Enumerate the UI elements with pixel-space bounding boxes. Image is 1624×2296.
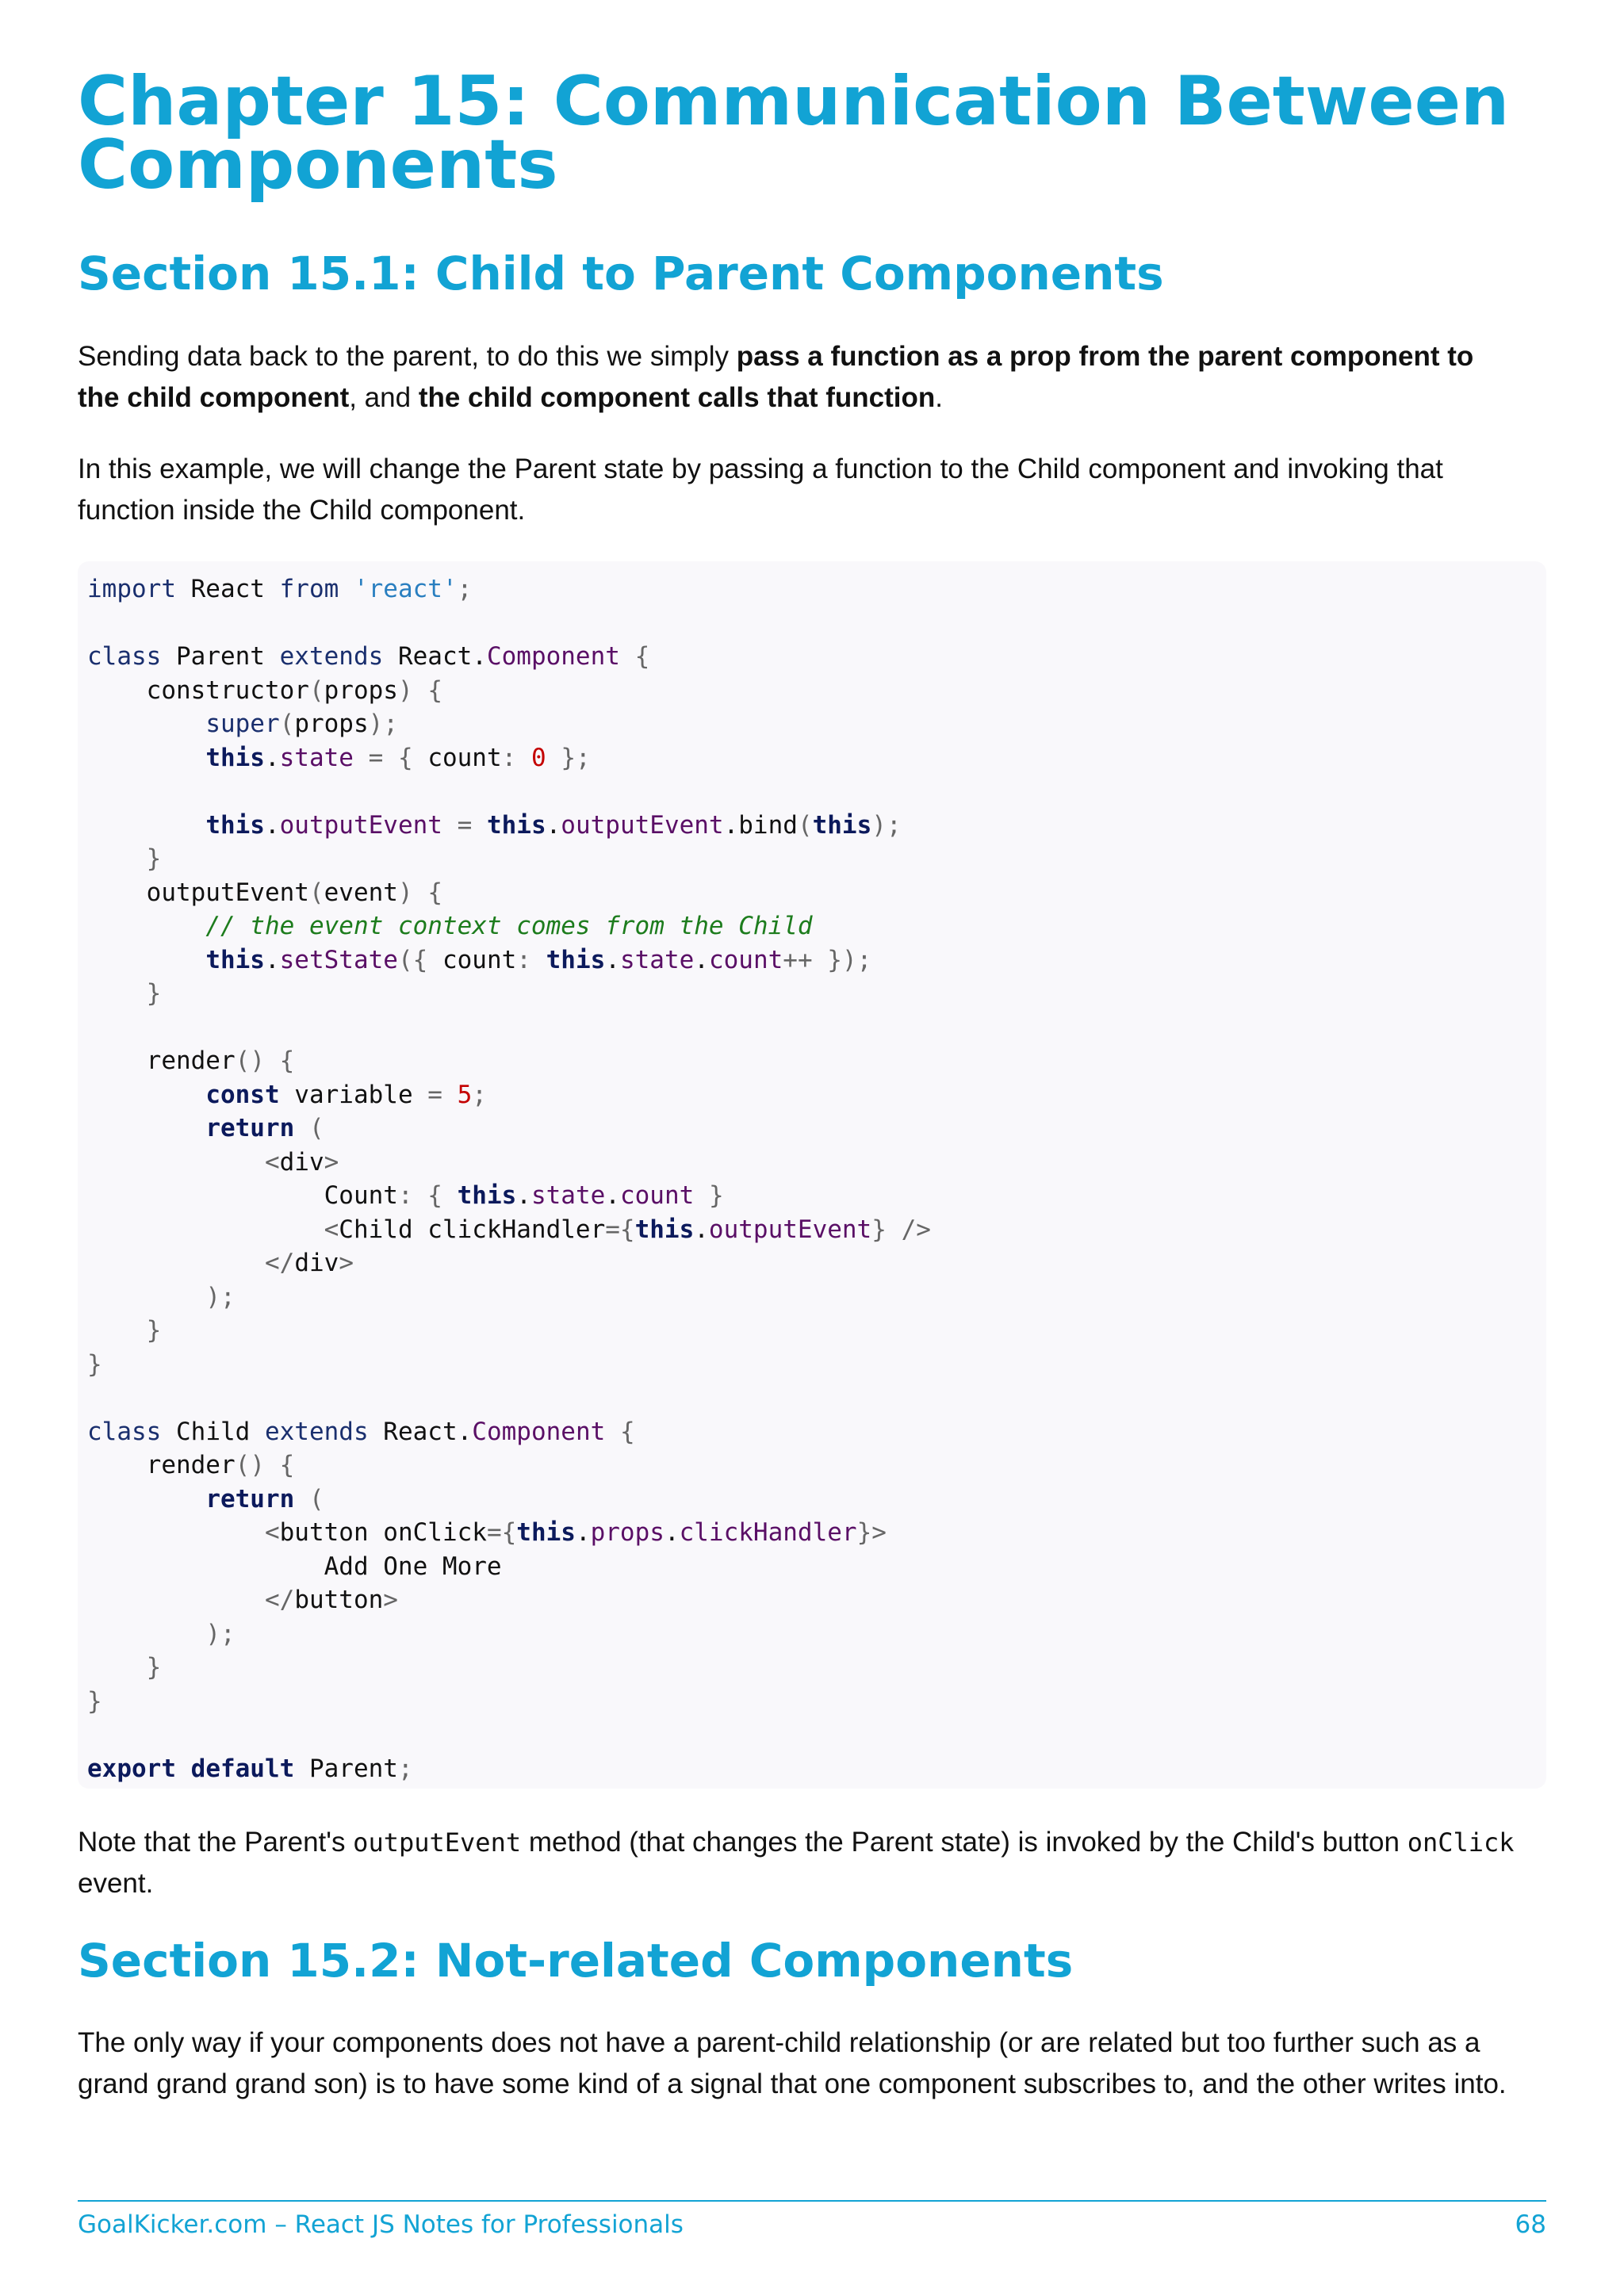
note-text-b: method (that changes the Parent state) is invoked by the Child's button (521, 1827, 1408, 1858)
note-code-onclick: onClick (1407, 1827, 1515, 1858)
footer-title: GoalKicker.com – React JS Notes for Professionals (78, 2210, 684, 2239)
intro-bold-3: the child component calls that function (418, 382, 936, 413)
section1-intro-paragraph (78, 336, 1546, 419)
section1-note-paragraph (78, 1822, 1546, 1904)
intro-text-e: . (935, 382, 943, 413)
chapter-title-line2: Components (78, 125, 558, 205)
chapter-title-line1: Chapter 15: Communication Between (78, 62, 1510, 141)
intro-text-a: Sending data back to the parent, to do this we simply (78, 341, 737, 372)
code-block (78, 561, 1546, 1789)
note-text-a: Note that the Parent's (78, 1827, 354, 1858)
page-number: 68 (1515, 2210, 1546, 2239)
intro-bold-1: pass a function as a prop from the parent component to (736, 341, 1474, 372)
intro-text-c: , and (349, 382, 419, 413)
intro-bold-2: the child component (78, 382, 350, 413)
code-listing: import React from 'react'; class Parent extends React.Component { constructor(props) { super(props); this.state = { count: 0 }; this.outputEvent = this.outputEvent.bind(this); } outputEvent(event) { // the event context comes from the Child this.setState({ count: this.state.count++ }); } render() { const variable = 5; return ( <div> Count: { this.state.count } <Child clickHandler={this.outputEvent} /> </div> ); } } class Child extends React.Component { render() { return ( <button onClick={this.props.clickHandler}> Add One More </button> ); } } export default Parent; (87, 575, 931, 1783)
note-text-c: event. (78, 1868, 154, 1899)
section2-paragraph: The only way if your components does not have a parent-child relationship (or are related but too further such as a grand grand grand son) is to have some kind of a signal that one component subscribes to, and the other writes into. (78, 2027, 1507, 2099)
section-title-15-2: Section 15.2: Not-related Components (78, 1934, 1074, 1988)
note-code-output-event: outputEvent (353, 1827, 522, 1858)
footer-divider (78, 2200, 1546, 2202)
section1-example-paragraph: In this example, we will change the Parent state by passing a function to the Child component and invoking that function inside the Child component. (78, 453, 1443, 526)
chapter-title (78, 62, 1546, 205)
section-title-15-1: Section 15.1: Child to Parent Components (78, 247, 1164, 300)
